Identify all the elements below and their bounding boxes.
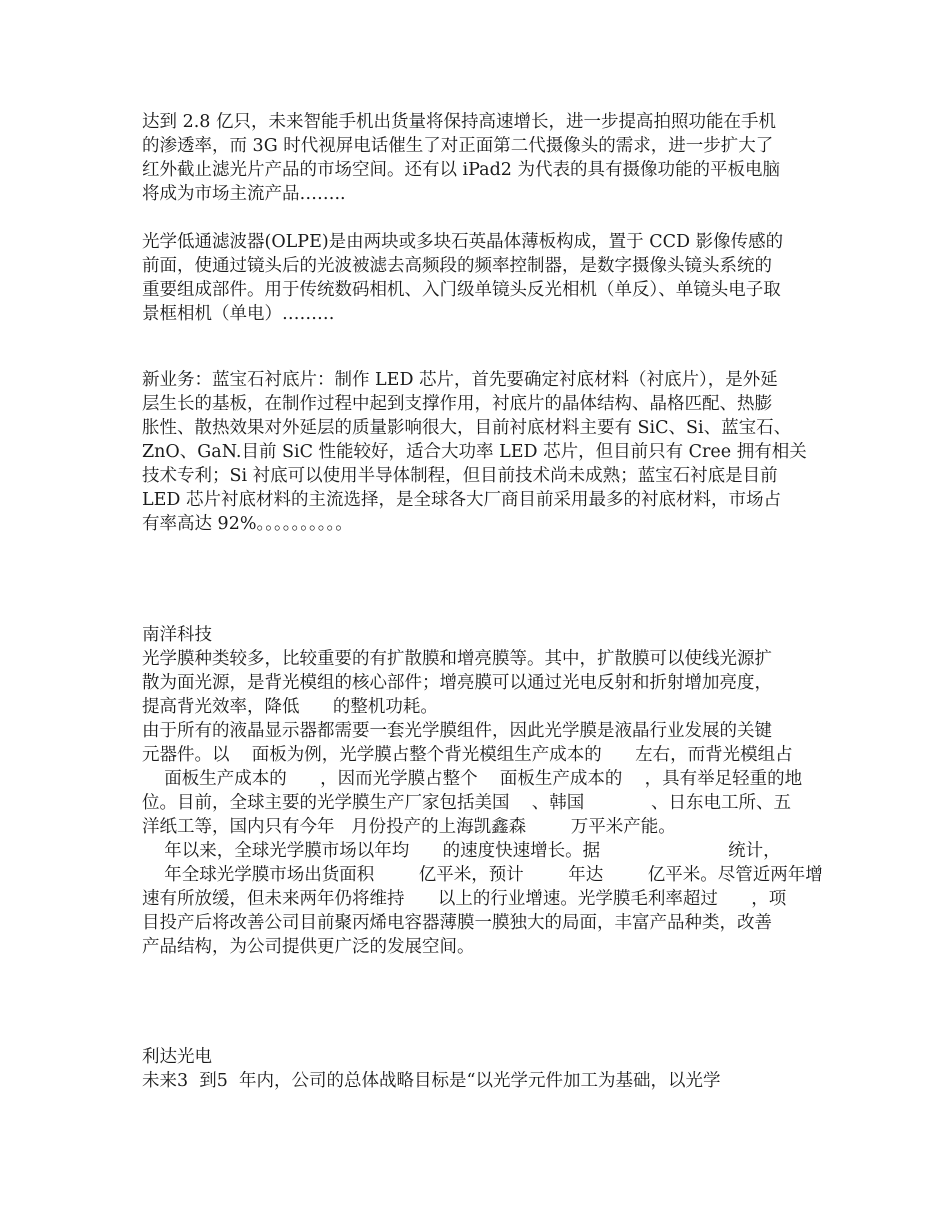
text-line: 红外截止滤光片产品的市场空间。还有以 iPad2 为代表的具有摄像功能的平板电脑: [142, 160, 780, 180]
text-line: ZnO、GaN.目前 SiC 性能较好，适合大功率 LED 芯片，但目前只有 Cree 拥有相关: [142, 442, 807, 462]
text-line: 面板生产成本的 ，因而光学膜占整个 面板生产成本的 ，具有举足轻重的地: [142, 769, 803, 789]
text-line: 未来3 到5 年内，公司的总体战略目标是“以光学元件加工为基础，以光学: [142, 1071, 721, 1091]
text-line: 胀性、散热效果对外延层的质量影响很大，目前衬底材料主要有 SiC、Si、蓝宝石、: [142, 418, 792, 438]
text-line: 景框相机（单电）………: [142, 304, 335, 324]
text-line: 有率高达 92%。。。。。。。。。。: [142, 514, 353, 534]
text-line: 洋纸工等，国内只有今年 月份投产的上海凯鑫森 万平米产能。: [142, 817, 676, 837]
text-line: 由于所有的液晶显示器都需要一套光学膜组件，因此光学膜是液晶行业发展的关键: [142, 721, 772, 741]
text-line: 新业务：蓝宝石衬底片：制作 LED 芯片，首先要确定衬底材料（衬底片），是外延: [142, 370, 778, 390]
text-line: 速有所放缓，但未来两年仍将维持 以上的行业增速。光学膜毛利率超过 ，项: [142, 889, 787, 909]
text-line: 年全球光学膜市场出货面积 亿平米，预计 年达 亿平米。尽管近两年增: [142, 865, 823, 885]
text-line: 提高背光效率，降低 的整机功耗。: [142, 697, 438, 717]
text-line: 将成为市场主流产品……..: [142, 184, 346, 204]
section-title: 利达光电: [142, 1047, 212, 1067]
text-line: 散为面光源，是背光模组的核心部件；增亮膜可以通过光电反射和折射增加亮度，: [142, 673, 772, 693]
text-line: 目投产后将改善公司目前聚丙烯电容器薄膜一膜独大的局面，丰富产品种类，改善: [142, 913, 772, 933]
text-line: 光学低通滤波器(OLPE)是由两块或多块石英晶体薄板构成，置于 CCD 影像传感的: [142, 232, 784, 252]
text-line: 前面，使通过镜头后的光波被滤去高频段的频率控制器，是数字摄像头镜头系统的: [142, 256, 772, 276]
text-line: 光学膜种类较多，比较重要的有扩散膜和增亮膜等。其中，扩散膜可以使线光源扩: [142, 649, 772, 669]
text-line: 达到 2.8 亿只，未来智能手机出货量将保持高速增长，进一步提高拍照功能在手机: [142, 112, 776, 132]
text-line: 产品结构，为公司提供更广泛的发展空间。: [142, 937, 475, 957]
text-line: LED 芯片衬底材料的主流选择，是全球各大厂商目前采用最多的衬底材料，市场占: [142, 490, 781, 510]
text-line: 位。目前，全球主要的光学膜生产厂家包括美国 、韩国 、日东电工所、五: [142, 793, 792, 813]
text-line: 层生长的基板，在制作过程中起到支撑作用，衬底片的晶体结构、晶格匹配、热膨: [142, 394, 772, 414]
text-line: 的渗透率，而 3G 时代视屏电话催生了对正面第二代摄像头的需求，进一步扩大了: [142, 136, 774, 156]
section-title: 南洋科技: [142, 625, 212, 645]
text-line: 年以来，全球光学膜市场以年均 的速度快速增长。据 统计，: [142, 841, 781, 861]
text-line: 元器件。以 面板为例，光学膜占整个背光模组生产成本的 左右，而背光模组占: [142, 745, 793, 765]
text-line: 重要组成部件。用于传统数码相机、入门级单镜头反光相机（单反）、单镜头电子取: [142, 280, 781, 300]
text-line: 技术专利；Si 衬底可以使用半导体制程，但目前技术尚未成熟；蓝宝石衬底是目前: [142, 466, 778, 486]
